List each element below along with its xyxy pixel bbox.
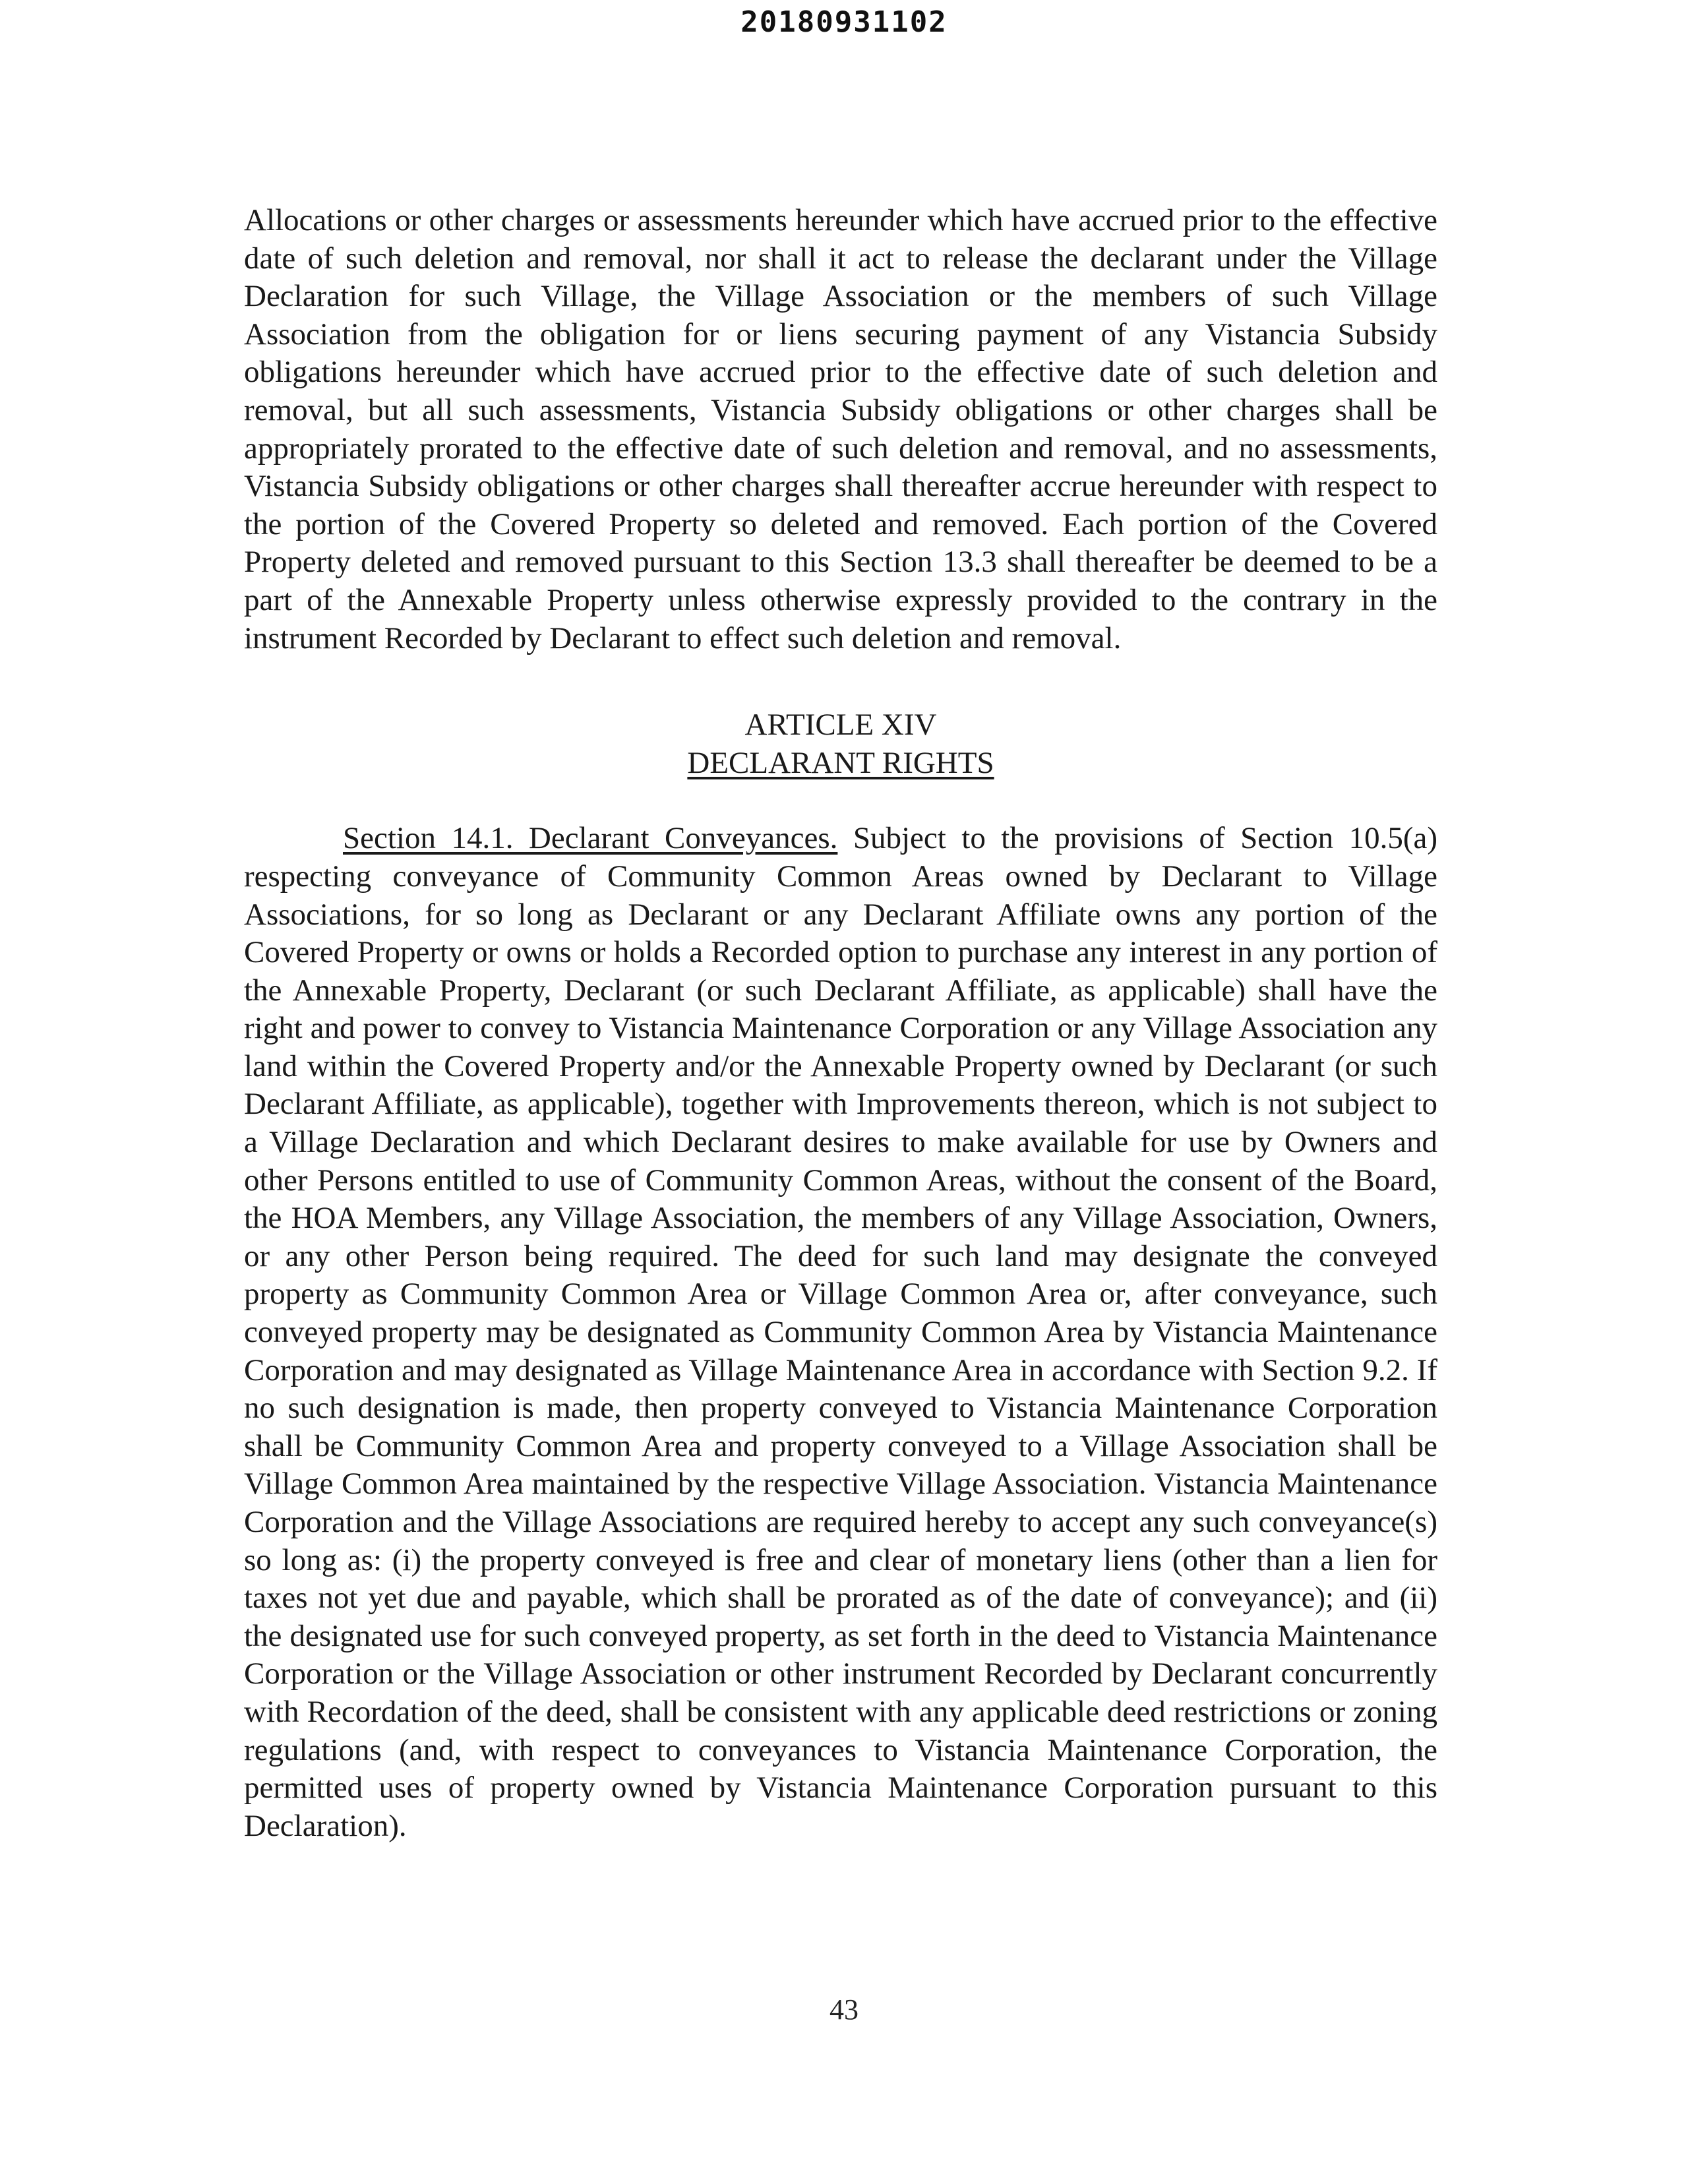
article-title: DECLARANT RIGHTS: [687, 745, 994, 780]
article-number: ARTICLE XIV: [744, 708, 937, 743]
continuation-paragraph: Allocations or other charges or assessments hereunder which have accrued prior to the effective date of such deletion and removal, nor shall it act to release the declarant under the Village Declaration for such Village, the Village Association or the members of such Village Association from the obligation for or liens securing payment of any Vistancia Subsidy obligations hereunder which have accrued prior to the effective date of such deletion and removal, but all such assessments, Vistancia Subsidy obligations or other charges shall be appropriately prorated to the effective date of such deletion and removal, and no assessments, Vistancia Subsidy obligations or other charges shall thereafter accrue hereunder with respect to the portion of the Covered Property so deleted and removed. Each portion of the Covered Property deleted and removed pursuant to this Section 13.3 shall thereafter be deemed to be a part of the Annexable Property unless otherwise expressly provided to the contrary in the instrument Recorded by Declarant to effect such deletion and removal.: [244, 203, 1437, 655]
section-paragraph: [244, 820, 1437, 1845]
page-body: [244, 202, 1437, 1845]
section-text: Subject to the provisions of Section 10.5(a) respecting conveyance of Community Common Areas owned by Declarant to Village Associations, for so long as Declarant or any Declarant Affiliate owns any portion of the Covered Property or owns or holds a Recorded option to purchase any interest in any portion of the Annexable Property, Declarant (or such Declarant Affiliate, as applicable) shall have the right and power to convey to Vistancia Maintenance Corporation or any Village Association any land within the Covered Property and/or the Annexable Property owned by Declarant (or such Declarant Affiliate, as applicable), together with Improvements thereon, which is not subject to a Village Declaration and which Declarant desires to make available for use by Owners and other Persons entitled to use of Community Common Areas, without the consent of the Board, the HOA Members, any Village Association, the members of any Village Association, Owners, or any other Person being required. The deed for such land may designate the conveyed property as Community Common Area or Village Common Area or, after conveyance, such conveyed property may be designated as Community Common Area by Vistancia Maintenance Corporation and may designated as Village Maintenance Area in accordance with Section 9.2. If no such designation is made, then property conveyed to Vistancia Maintenance Corporation shall be Community Common Area and property conveyed to a Village Association shall be Village Common Area maintained by the respective Village Association. Vistancia Maintenance Corporation and the Village Associations are required hereby to accept any such conveyance(s) so long as: (i) the property conveyed is free and clear of monetary liens (other than a lien for taxes not yet due and payable, which shall be prorated as of the date of conveyance); and (ii) the designated use for such conveyed property, as set forth in the deed to Vistancia Maintenance Corporation or the Village Association or other instrument Recorded by Declarant concurrently with Recordation of the deed, shall be consistent with any applicable deed restrictions or zoning regulations (and, with respect to conveyances to Vistancia Maintenance Corporation, the permitted uses of property owned by Vistancia Maintenance Corporation pursuant to this Declaration).: [244, 821, 1437, 1843]
document-number: 20180931102: [740, 5, 948, 39]
page-number: 43: [829, 1993, 859, 2026]
section-heading: Section 14.1. Declarant Conveyances.: [343, 821, 838, 856]
article-heading: [244, 706, 1437, 782]
